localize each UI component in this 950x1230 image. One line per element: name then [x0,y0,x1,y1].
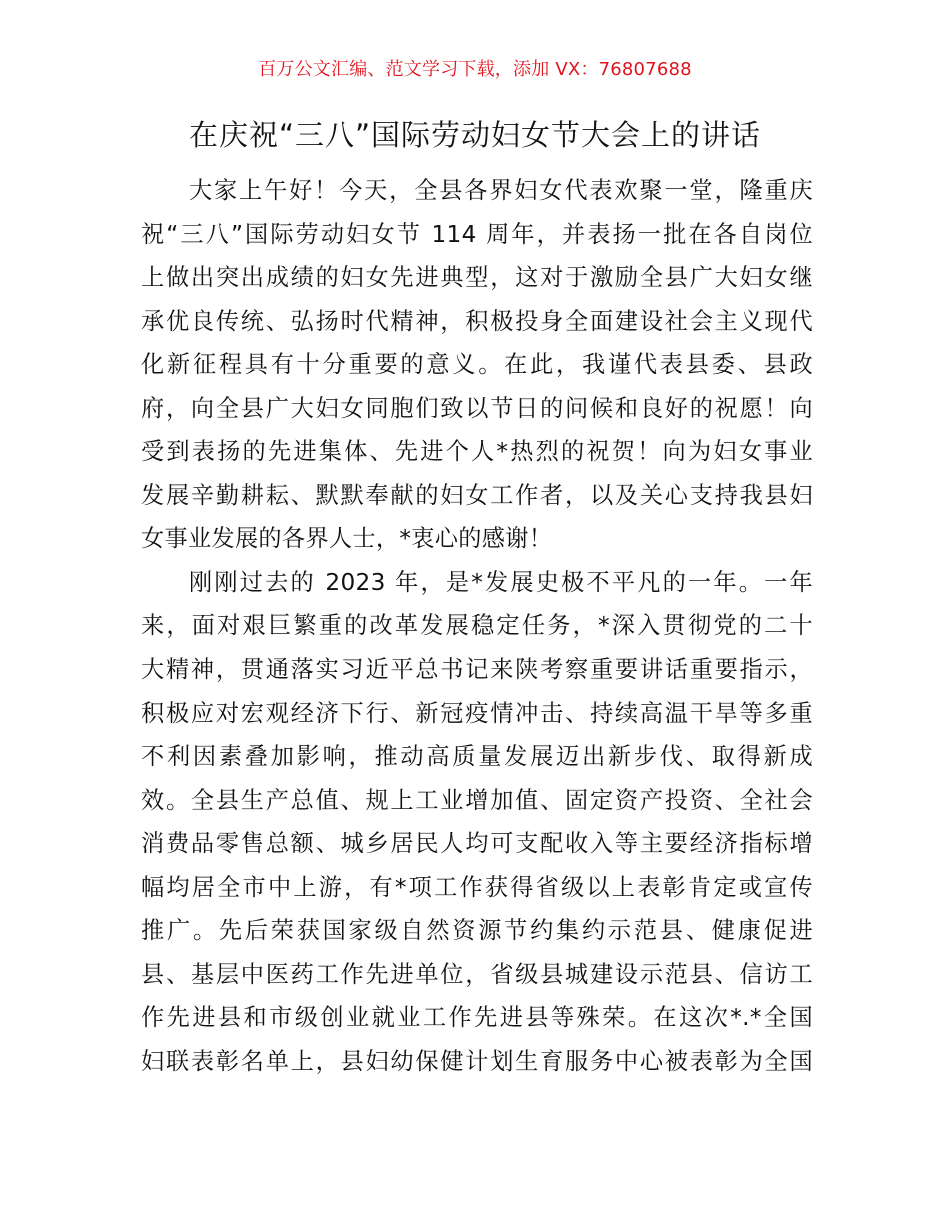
text-line: 来，面对艰巨繁重的改革发展稳定任务，*深入贯彻党的二十 [141,612,813,640]
text-line: 积极应对宏观经济下行、新冠疫情冲击、持续高温干旱等多重 [141,699,813,727]
text-line: 发展辛勤耕耘、默默奉献的妇女工作者，以及关心支持我县妇 [141,481,813,509]
text-line: 刚刚过去的 2023 年，是*发展史极不平凡的一年。一年 [189,568,813,596]
text-line: 承优良传统、弘扬时代精神，积极投身全面建设社会主义现代 [141,307,813,335]
text-line: 幅均居全市中上游，有*项工作获得省级以上表彰肯定或宣传 [141,873,813,901]
text-line: 妇联表彰名单上，县妇幼保健计划生育服务中心被表彰为全国 [141,1047,813,1075]
text-line: 祝“三八”国际劳动妇女节 114 周年，并表扬一批在各自岗位 [141,220,813,248]
paragraph-2 [141,561,813,1084]
document-title: 在庆祝“三八”国际劳动妇女节大会上的讲话 [188,118,762,152]
text-line: 大精神，贯通落实习近平总书记来陕考察重要讲话重要指示， [141,656,813,684]
text-line: 女事业发展的各界人士，*衷心的感谢！ [141,525,553,553]
text-line: 不利因素叠加影响，推动高质量发展迈出新步伐、取得新成 [141,743,813,771]
text-line: 作先进县和市级创业就业工作先进县等殊荣。在这次*.*全国 [141,1004,813,1032]
watermark-header: 百万公文汇编、范文学习下载，添加 VX：76807688 [258,59,692,80]
text-line: 县、基层中医药工作先进单位，省级县城建设示范县、信访工 [141,960,813,988]
text-line: 消费品零售总额、城乡居民人均可支配收入等主要经济指标增 [141,830,813,858]
text-line: 推广。先后荣获国家级自然资源节约集约示范县、健康促进 [141,917,813,945]
text-line: 受到表扬的先进集体、先进个人*热烈的祝贺！向为妇女事业 [141,438,813,466]
text-line: 府，向全县广大妇女同胞们致以节日的问候和良好的祝愿！向 [141,394,813,422]
text-line: 大家上午好！今天，全县各界妇女代表欢聚一堂，隆重庆 [189,177,813,204]
document-body [141,169,813,1083]
text-line: 上做出突出成绩的妇女先进典型，这对于激励全县广大妇女继 [141,264,813,292]
paragraph-1 [141,169,813,561]
text-line: 化新征程具有十分重要的意义。在此，我谨代表县委、县政 [141,351,813,379]
text-line: 效。全县生产总值、规上工业增加值、固定资产投资、全社会 [141,786,813,814]
